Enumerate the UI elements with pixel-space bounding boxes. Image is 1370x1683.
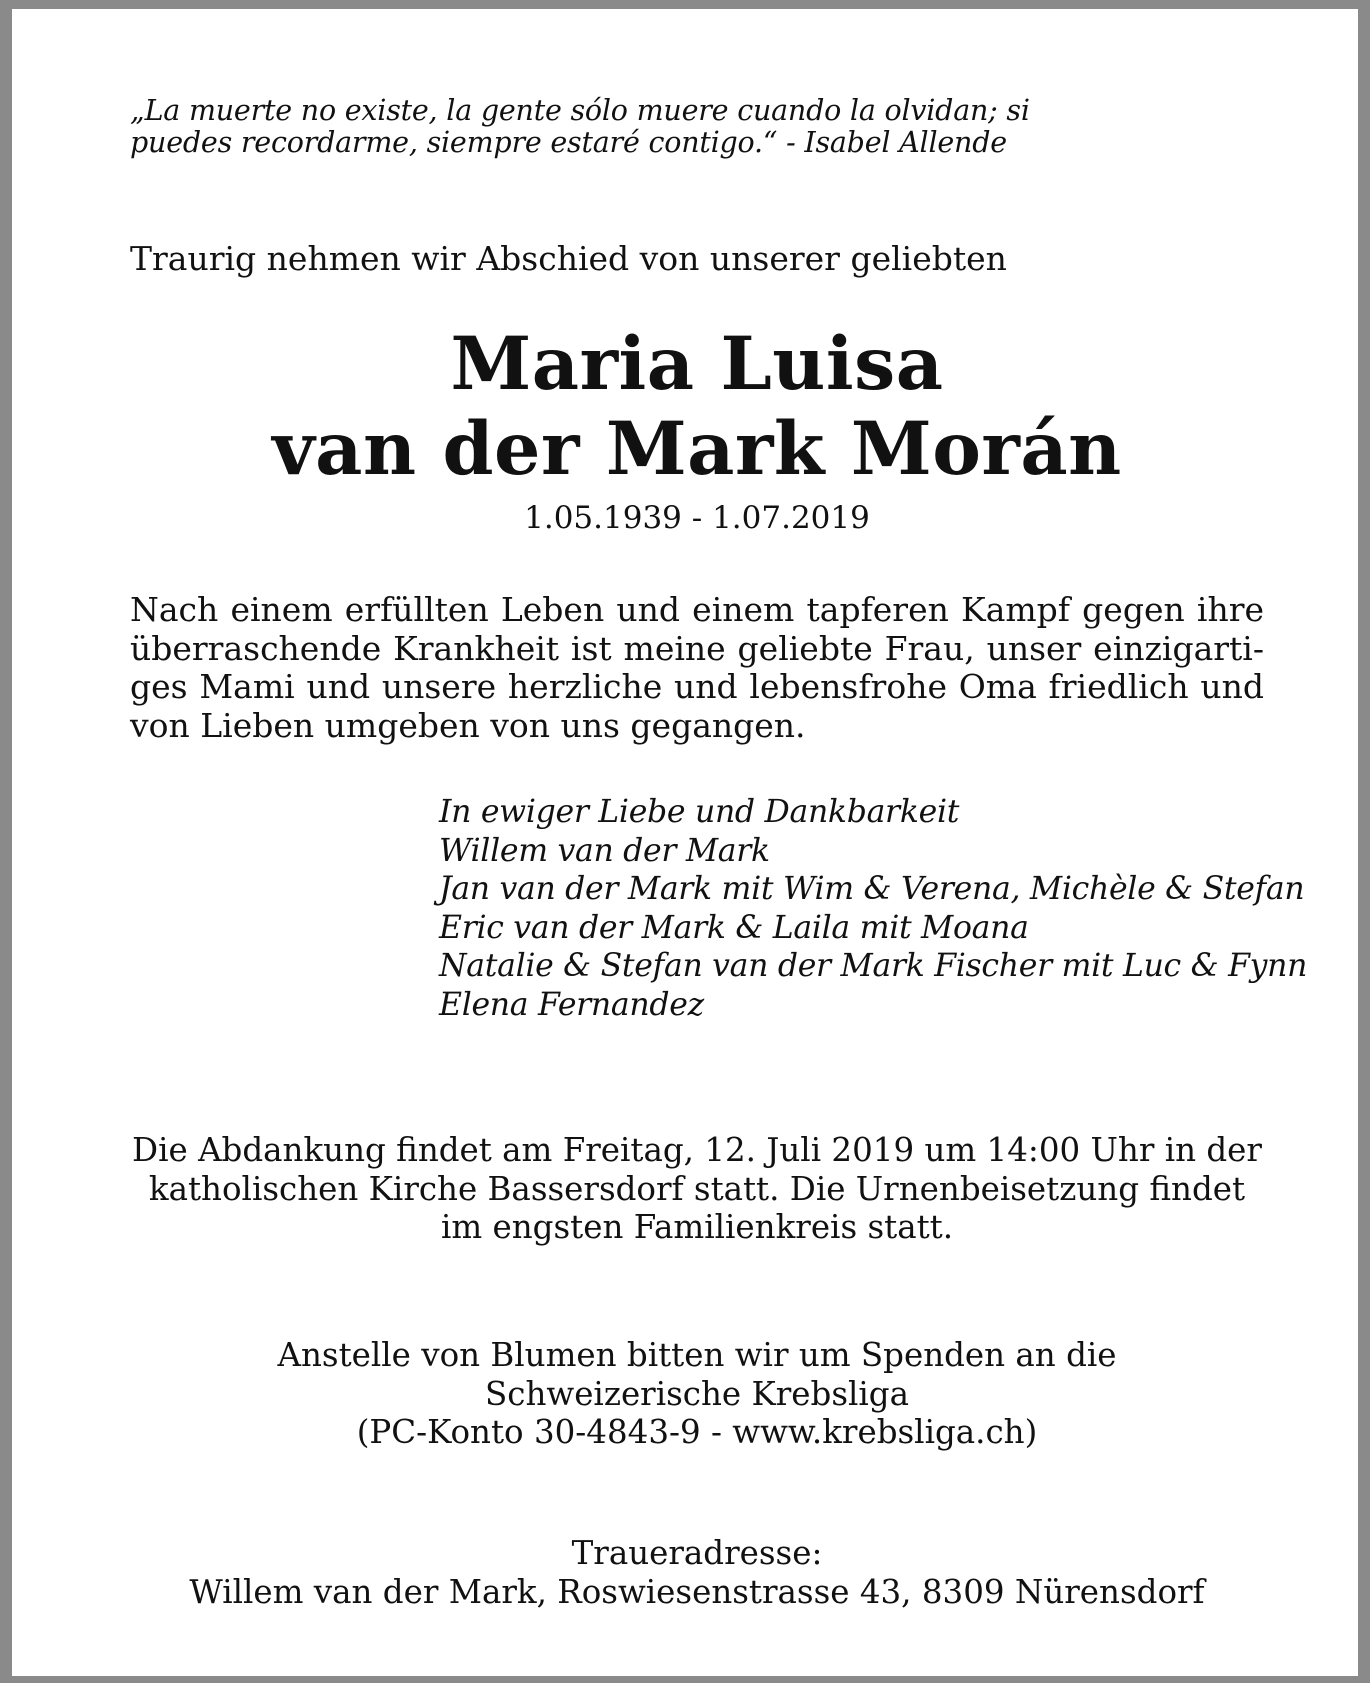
mourner-name: Natalie & Stefan van der Mark Fischer mit Luc & Fynn [439,948,1308,984]
ceremony-line: Die Abdankung findet am Freitag, 12. Juli 2019 um 14:00 Uhr in der [132,1131,1262,1169]
address-value: Willem van der Mark, Roswiesenstrasse 43, 8309 Nürensdorf [189,1572,1205,1611]
mourner-name: Eric van der Mark & Laila mit Moana [439,909,1029,946]
deceased-name-last: van der Mark Morán [272,406,1122,492]
ceremony-line: im engsten Familienkreis statt. [440,1208,954,1246]
address-label: Traueradresse: [571,1534,823,1572]
donation-line: Anstelle von Blumen bitten wir um Spenden an die [277,1336,1117,1374]
mourner-name: Jan van der Mark mit Wim & Verena, Michèle & Stefan [439,871,1305,907]
ceremony-line: katholischen Kirche Bassersdorf statt. Die Urnenbeisetzung findet [148,1169,1246,1208]
mourners-list [439,793,1307,1024]
mourning-address [12,1534,1370,1611]
donation-line: (PC-Konto 30-4843-9 - www.krebsliga.ch) [356,1413,1038,1451]
deceased-name-first: Maria Luisa [450,321,944,407]
obituary-body [130,591,1264,745]
donation-line: Schweizerische Krebsliga [484,1374,909,1413]
body-line: von Lieben umgeben von uns gegangen. [130,705,806,745]
intro-text: Traurig nehmen wir Abschied von unserer geliebten [130,239,1007,278]
life-dates: 1.05.1939 - 1.07.2019 [524,500,870,536]
mourners-heading: In ewiger Liebe und Dankbarkeit [439,794,960,830]
quote-line: „La muerte no existe, la gente sólo muere cuando la olvidan; si [130,94,1030,127]
body-line: Nach einem erfüllten Leben und einem tapferen Kampf gegen ihre [130,590,1264,629]
mourner-name: Willem van der Mark [439,832,770,869]
donation-notice [12,1336,1370,1452]
quote-line: puedes recordarme, siempre estaré contigo.“ - Isabel Allende [130,126,1007,159]
mourner-name: Elena Fernandez [439,986,704,1023]
epigraph-quote [130,95,1030,159]
body-line: ges Mami und unsere herzliche und lebensfrohe Oma friedlich und [130,667,1264,706]
body-line: überraschende Krankheit ist meine geliebte Frau, unser einzigarti- [130,628,1264,668]
ceremony-notice [12,1131,1370,1247]
